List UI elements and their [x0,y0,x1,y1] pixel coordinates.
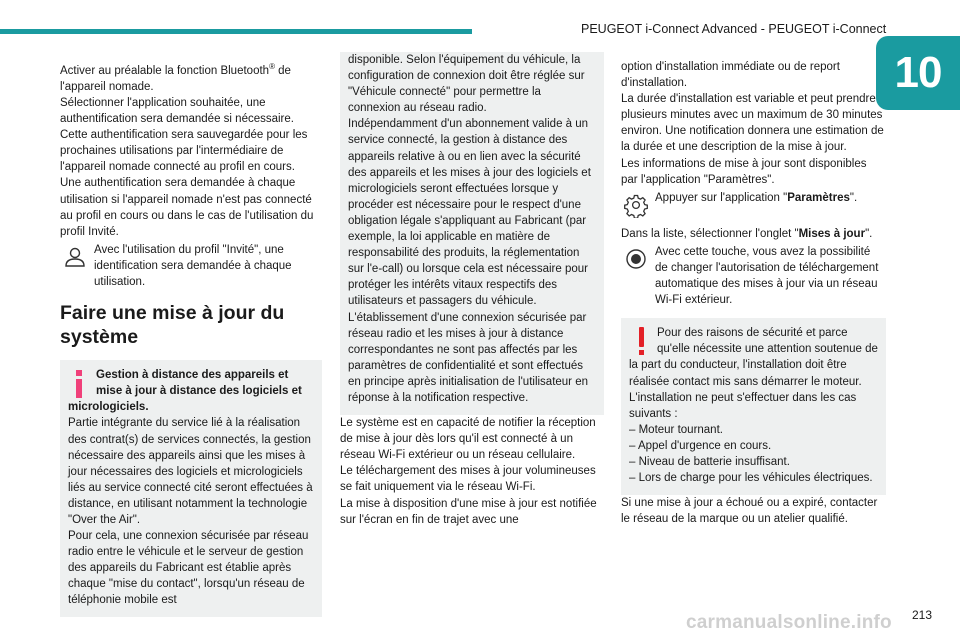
info-body-2: Pour cela, une connexion sécurisée par réseau radio entre le véhicule et le serveur de gestion des appareils du Fabricant est établie après chaque "mise du contact", lorsqu'un réseau de téléphonie mobile est [68,530,309,607]
radio-button-icon [621,244,651,274]
column-3 [621,59,886,527]
duration-paragraph: La durée d'installation est variable et peut prendre plusieurs minutes avec un maximum de 30 minutes environ. Une notification donnera une estimation de la durée et une description de la mise à jour. [621,93,884,154]
wifi-paragraph: Le téléchargement des mises à jour volumineuses se fait uniquement via le réseau Wi-Fi. [340,465,596,494]
header-accent-bar [0,29,472,34]
availability-paragraph: La mise à disposition d'une mise à jour est notifiée sur l'écran en fin de trajet avec une [340,497,597,526]
info-box [60,360,322,616]
app-auth-paragraph: Sélectionner l'application souhaitée, une authentification sera demandée si nécessaire. [60,97,294,126]
settings-info-paragraph: Les informations de mise à jour sont disponibles par l'application "Paramètres". [621,157,867,186]
watermark: carmanualsonline.info [686,612,892,633]
warning-icon [629,325,655,357]
chapter-number: 10 [894,48,942,97]
failure-paragraph: Si une mise à jour a échoué ou a expiré, contacter le réseau de la marque ou un atelier qualifié. [621,497,878,526]
legal-paragraph: Indépendamment d'un abonnement valide à un service connecté, la gestion à distance des appareils relative à ou en lien avec la sécurité des appareils et les mises à jour des logiciels et micrologiciels seront effectuées lorsque y procéder est nécessaire pour le respect d'une obligation légale s'appliquant au Fabricant (par exemple, la loi applicable en matière de responsabilité des produits, la réglementation sur l'e-call) ou lorsque cela est nécessaire pour protéger les intérêts vitaux respectifs des utilisateurs et passagers du véhicule. [348,118,591,308]
guest-note-text: Avec l'utilisation du profil "Invité", une identification sera demandée à chaque utilisation. [94,243,292,289]
page-header-title: PEUGEOT i-Connect Advanced - PEUGEOT i-Connect [581,22,887,36]
connection-paragraph: disponible. Selon l'équipement du véhicule, la configuration de connexion doit être réglée sur "Véhicule connecté" pour permettre la connexion au réseau radio. [348,54,585,115]
warning-text: Pour des raisons de sécurité et parce qu'elle nécessite une attention soutenue de la part du conducteur, l'installation doit être réalisée contact mis sans démarrer le moteur. [629,327,878,388]
notify-paragraph: Le système est en capacité de notifier la réception de mise à jour dès lors qu'il est connecté à un réseau Wi-Fi extérieur ou un réseau cellulaire. [340,417,596,462]
section-title: Faire une mise à jour du système [60,302,285,349]
chapter-tab [876,36,960,110]
secure-connection-paragraph: L'établissement d'une connexion sécurisée par réseau radio et les mises à jour à distance correspondantes ne sont pas affectés par les paramètres de confidentialité et sont effectués en principe après initialisation de l'utilisateur en réponse à la notification respective. [348,311,589,404]
info-lead: Gestion à distance des appareils et mise à jour à distance des logiciels et micrologiciels. [68,369,302,414]
column-2 [340,52,604,528]
auth-saved-paragraph: Cette authentification sera sauvegardée pour les prochaines utilisations par l'intermédiaire de l'appareil nomade connecté au profil en cours. [60,129,308,174]
auth-each-use-paragraph: Une authentification sera demandée à chaque utilisation si l'appareil nomade n'est pas connecté au profil en cours ou dans le cas de l'utilisation du profil Invité. [60,177,314,238]
warning-item: – Appel d'urgence en cours. [629,439,772,452]
settings-gear-icon [621,190,651,220]
warning-text-2: L'installation ne peut s'effectuer dans les cas suivants : [629,391,857,420]
info-body: Partie intégrante du service lié à la réalisation des contrat(s) de services connectés, la gestion nécessaire des appareils ainsi que les mises à jour nécessaires des logiciels et micrologiciels liés au service connecté cité seront effectuées à distance, en utilisant notamment la technologie "Over the Air". [68,417,313,526]
warning-item: – Niveau de batterie insuffisant. [629,455,790,468]
install-option-paragraph: option d'installation immédiate ou de report d'installation. [621,61,840,90]
page-number: 213 [912,608,933,622]
updates-tab-step: Dans la liste, sélectionner l'onglet "Mises à jour". [621,227,873,240]
column-1 [60,59,322,617]
guest-note [60,242,322,290]
bluetooth-paragraph: Activer au préalable la fonction Bluetooth® de l'appareil nomade. [60,62,291,93]
settings-step-text: Appuyer sur l'application "Paramètres". [655,191,858,204]
radio-note [621,244,886,308]
info-box-continued [340,52,604,415]
warning-item: – Lors de charge pour les véhicules électriques. [629,472,873,485]
settings-step [621,190,886,220]
guest-profile-icon [60,242,90,272]
warning-box [621,318,886,495]
warning-item: – Moteur tournant. [629,423,723,436]
info-icon [68,367,94,399]
radio-note-text: Avec cette touche, vous avez la possibilité de changer l'autorisation de téléchargement automatique des mises à jour via un réseau Wi-Fi extérieur. [655,245,879,307]
